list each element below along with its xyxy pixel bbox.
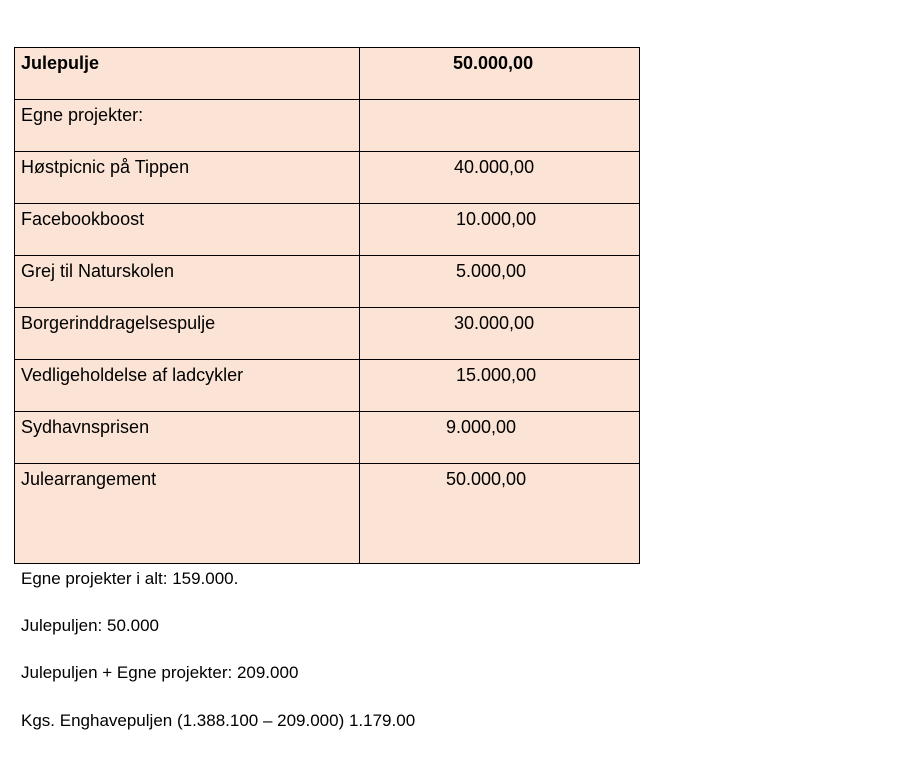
project-amount: 5.000,00 xyxy=(456,261,527,281)
julepulje-label: Julepulje xyxy=(21,53,100,73)
table-row xyxy=(15,308,640,360)
table-cell-amount xyxy=(360,256,640,308)
project-label: Facebookboost xyxy=(21,209,145,229)
table-row xyxy=(15,256,640,308)
table-cell-amount xyxy=(360,360,640,412)
project-label: Julearrangement xyxy=(21,469,157,489)
table-row-header xyxy=(15,48,640,100)
project-label: Vedligeholdelse af ladcykler xyxy=(21,365,244,385)
section-label: Egne projekter: xyxy=(21,105,144,125)
table-cell-label xyxy=(15,308,360,360)
project-label: Grej til Naturskolen xyxy=(21,261,175,281)
project-amount: 9.000,00 xyxy=(446,417,517,437)
table-cell-label xyxy=(15,256,360,308)
table-row xyxy=(15,204,640,256)
christmas-pool-text: Julepuljen: 50.000 xyxy=(21,616,160,635)
table-cell-amount xyxy=(360,48,640,100)
remaining-pool-text: Kgs. Enghavepuljen (1.388.100 – 209.000) 1.179.00 xyxy=(21,711,416,730)
table-row xyxy=(15,152,640,204)
project-label: Sydhavnsprisen xyxy=(21,417,150,437)
table-cell-label xyxy=(15,204,360,256)
budget-table xyxy=(14,47,640,564)
project-amount: 10.000,00 xyxy=(456,209,537,229)
table-cell-amount xyxy=(360,464,640,564)
project-amount: 40.000,00 xyxy=(454,157,535,177)
table-row xyxy=(15,412,640,464)
table-row xyxy=(15,360,640,412)
combined-total-text: Julepuljen + Egne projekter: 209.000 xyxy=(21,663,299,682)
table-cell-label xyxy=(15,360,360,412)
table-cell-amount xyxy=(360,204,640,256)
table-cell-label xyxy=(15,152,360,204)
own-projects-total-text: Egne projekter i alt: 159.000. xyxy=(21,569,239,588)
julepulje-amount: 50.000,00 xyxy=(453,53,534,73)
project-amount: 30.000,00 xyxy=(454,313,535,333)
table-cell-amount xyxy=(360,412,640,464)
table-cell-label xyxy=(15,100,360,152)
table-row-section xyxy=(15,100,640,152)
table-cell-label xyxy=(15,412,360,464)
table-cell-label xyxy=(15,48,360,100)
table-cell-amount xyxy=(360,152,640,204)
table-cell-empty xyxy=(360,100,640,152)
project-label: Høstpicnic på Tippen xyxy=(21,157,190,177)
project-label: Borgerinddragelsespulje xyxy=(21,313,216,333)
project-amount: 50.000,00 xyxy=(446,469,527,489)
table-row xyxy=(15,464,640,564)
table-cell-amount xyxy=(360,308,640,360)
project-amount: 15.000,00 xyxy=(456,365,537,385)
table-cell-label xyxy=(15,464,360,564)
